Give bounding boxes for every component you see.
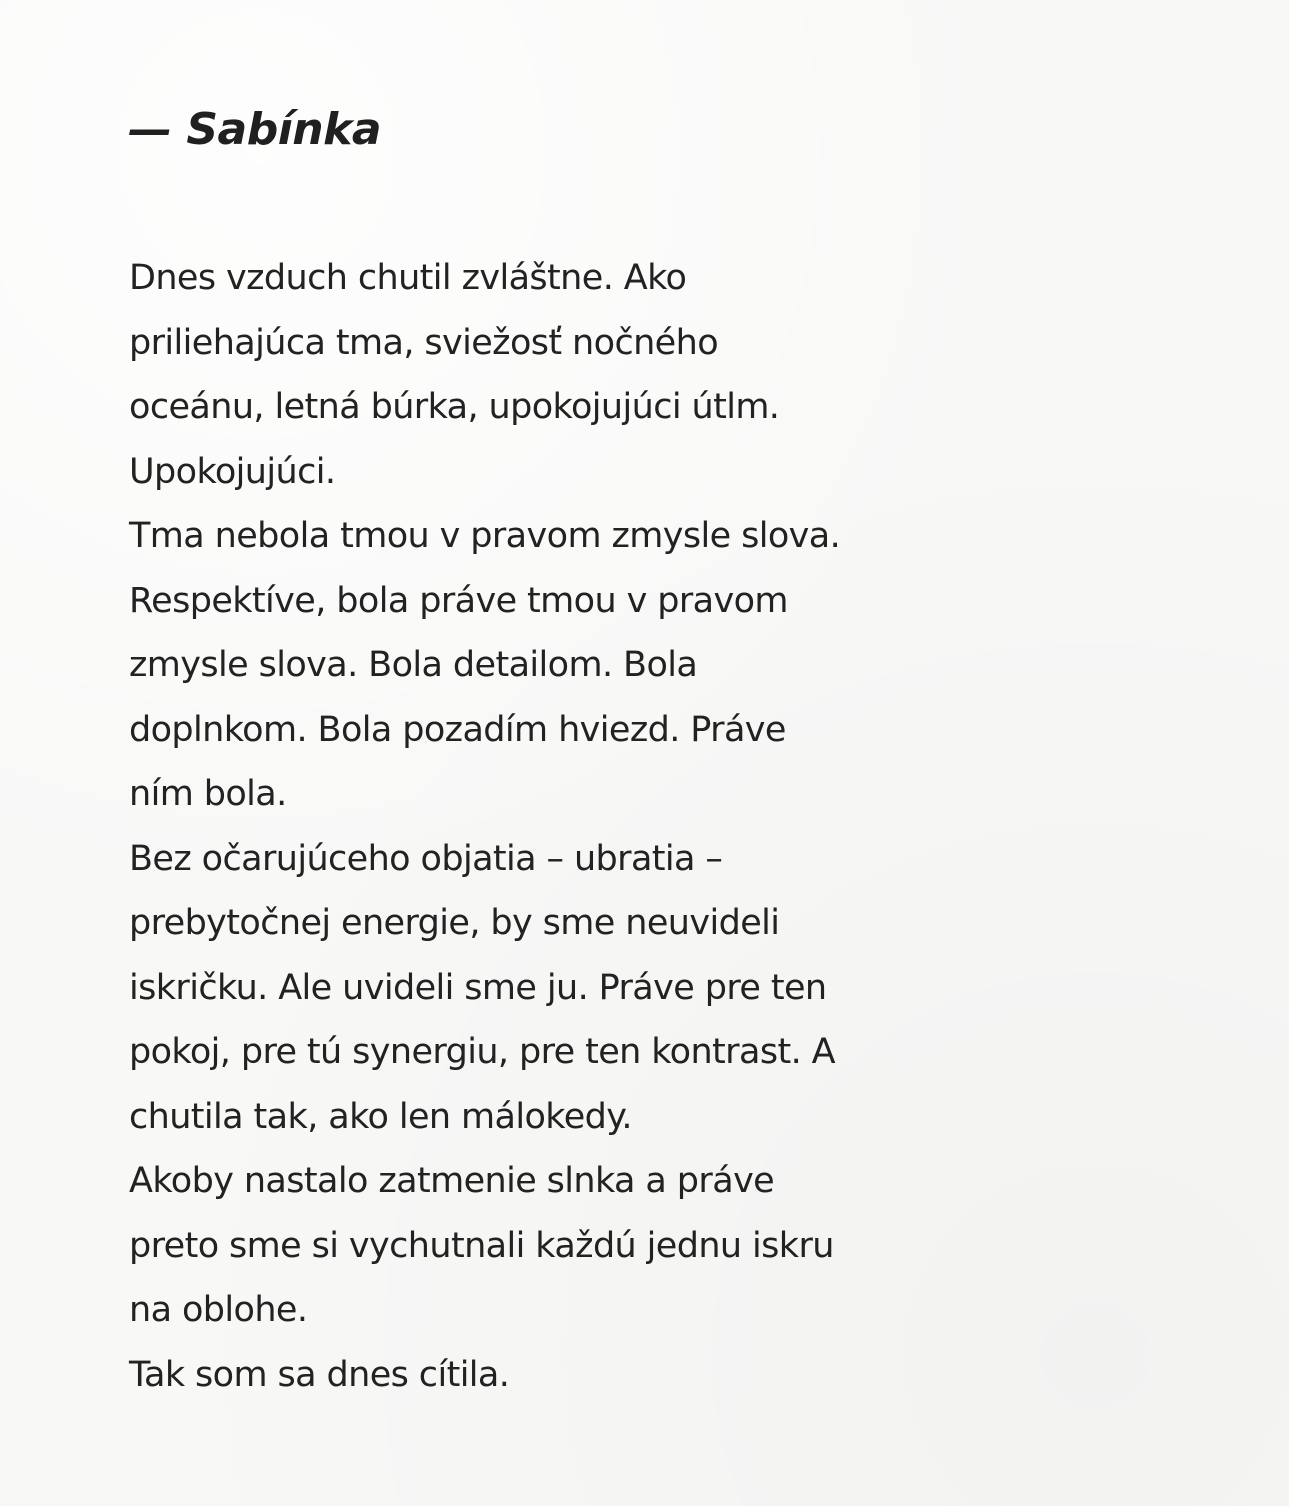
body-line: Upokojujúci. xyxy=(129,451,336,492)
body-line: preto sme si vychutnali každú jednu iskru xyxy=(129,1225,834,1266)
body-line: ním bola. xyxy=(129,774,287,814)
body-line: Tma nebola tmou v pravom zmysle slova. xyxy=(129,516,841,556)
body-line: priliehajúca tma, sviežosť nočného xyxy=(129,322,719,363)
document-title: — Sabínka xyxy=(128,104,382,155)
body-line: doplnkom. Bola pozadím hviezd. Práve xyxy=(129,709,786,750)
body-line: zmysle slova. Bola detailom. Bola xyxy=(129,645,698,685)
body-line: iskričku. Ale uvideli sme ju. Práve pre ten xyxy=(129,967,827,1008)
body-line: na oblohe. xyxy=(129,1290,308,1330)
body-line: prebytočnej energie, by sme neuvideli xyxy=(129,903,780,943)
body-line: chutila tak, ako len málokedy. xyxy=(129,1096,632,1137)
body-line: Tak som sa dnes cítila. xyxy=(129,1354,510,1395)
document-body xyxy=(129,246,989,1407)
body-line: Bez očarujúceho objatia – ubratia – xyxy=(129,838,723,879)
body-line: oceánu, letná búrka, upokojujúci útlm. xyxy=(129,387,780,427)
body-line: Dnes vzduch chutil zvláštne. Ako xyxy=(129,258,687,298)
body-line: pokoj, pre tú synergiu, pre ten kontrast. A xyxy=(129,1032,835,1072)
body-line: Respektíve, bola práve tmou v pravom xyxy=(129,580,788,621)
body-line: Akoby nastalo zatmenie slnka a práve xyxy=(129,1161,775,1201)
